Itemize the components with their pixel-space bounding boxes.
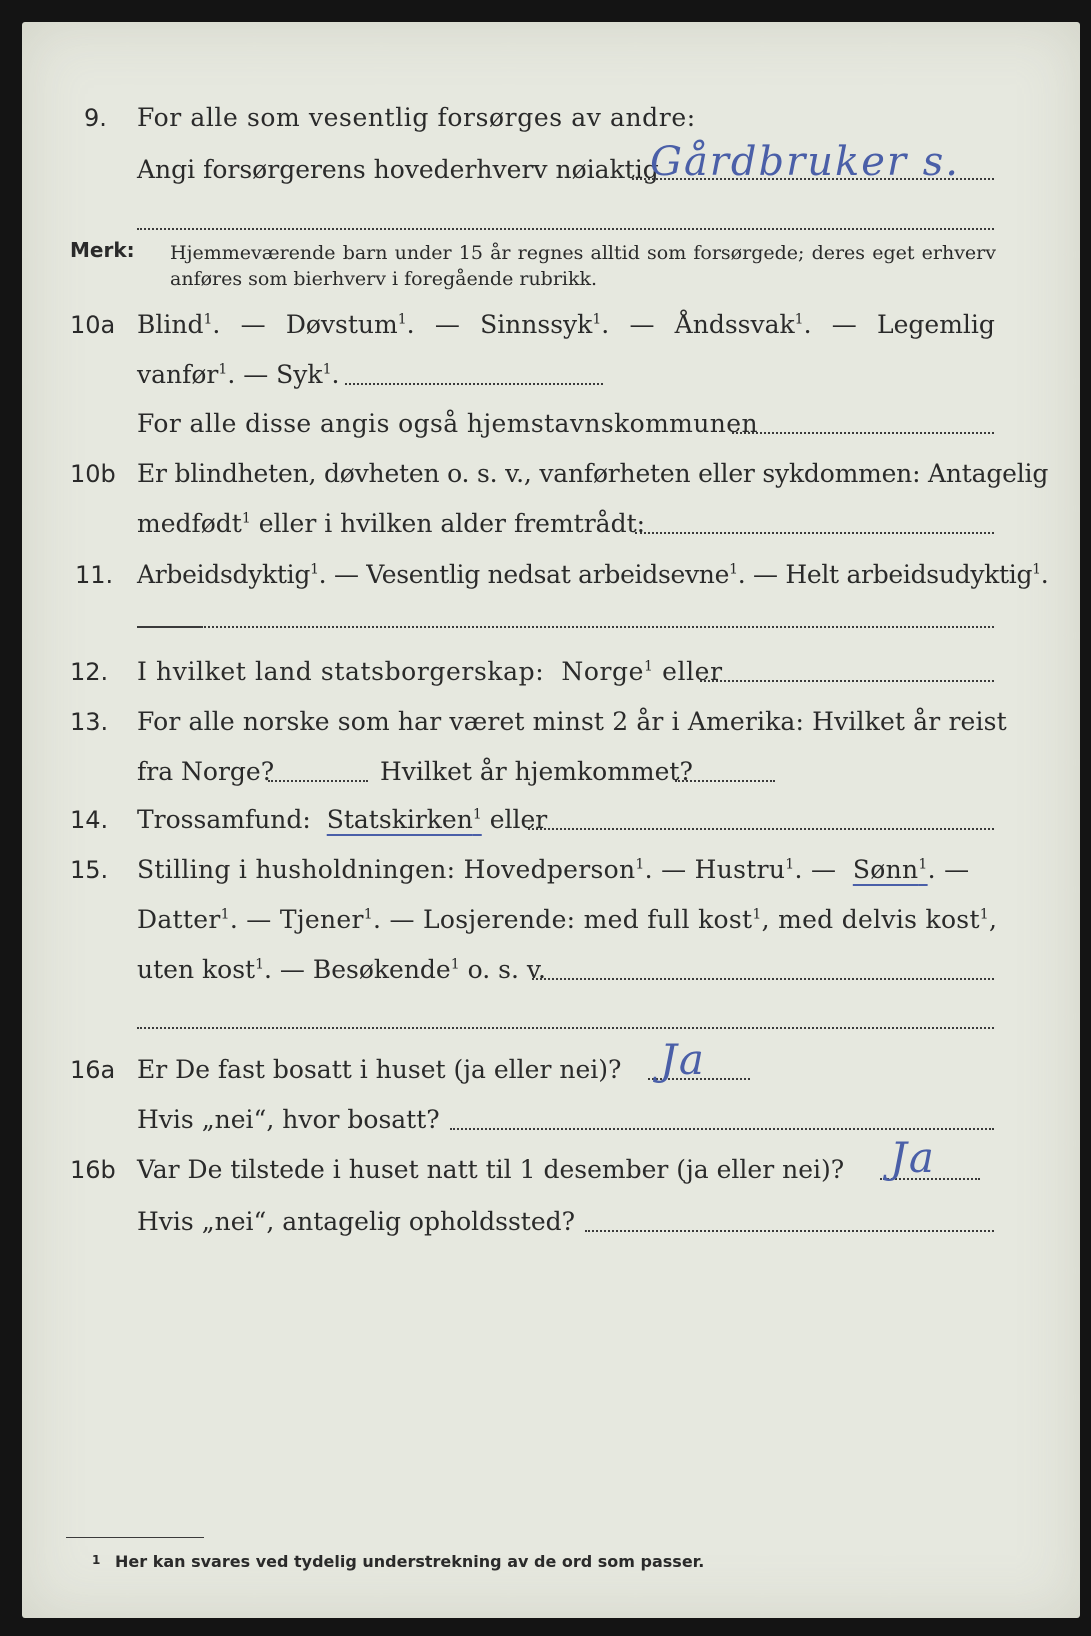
option-nedsat-arbeidsevne[interactable]: . — Vesentlig nedsat arbeidsevne <box>318 560 730 589</box>
dash: . — <box>927 855 970 884</box>
footnote-mark: 1 <box>729 561 738 578</box>
question-9-line2 <box>0 139 1091 190</box>
answer-line[interactable] <box>201 626 994 628</box>
option-syk[interactable]: — Syk <box>243 360 323 389</box>
footnote-mark: 1 <box>785 856 795 873</box>
question-text: Er blindheten, døvheten o. s. v., vanførheten eller sykdommen: Antagelig <box>137 459 1049 488</box>
option-label: Sønn <box>852 855 919 884</box>
question-number: 14. <box>70 806 109 834</box>
answer-line[interactable] <box>675 780 775 782</box>
dash: . — <box>794 855 837 884</box>
note-text: anføres som bierhverv i foregående rubrikk. <box>170 268 598 290</box>
question-number: 13. <box>70 708 109 736</box>
question-13-line2 <box>0 752 1091 792</box>
question-number: 10b <box>70 460 116 488</box>
option-hustru[interactable]: . — Hustru <box>644 855 786 884</box>
footnote-mark: 1 <box>397 311 407 328</box>
footnote-mark: 1 <box>220 906 230 923</box>
option-hovedperson[interactable]: Stilling i husholdningen: Hovedperson <box>137 855 636 884</box>
footnote-rule <box>66 1537 204 1538</box>
option-uten-kost[interactable]: uten kost <box>137 955 256 984</box>
option-norge[interactable]: Norge <box>561 657 645 686</box>
answer-line[interactable] <box>450 1128 994 1130</box>
question-11 <box>0 555 1091 595</box>
answer-line[interactable] <box>137 1027 994 1029</box>
question-9-line1 <box>0 98 1091 138</box>
question-text <box>137 504 645 544</box>
question-number: 12. <box>70 658 109 686</box>
question-text: Angi forsørgerens hovederhverv nøiaktig <box>137 155 659 184</box>
footnote-mark: 1 <box>644 658 654 675</box>
option-besokende[interactable]: . — Besøkende <box>264 955 451 984</box>
question-text <box>137 652 723 692</box>
option-andssvak[interactable]: Åndssvak <box>674 310 795 339</box>
option-delvis-kost[interactable]: , med delvis kost <box>761 905 980 934</box>
option-arbeidsdyktig[interactable]: Arbeidsdyktig <box>137 560 311 589</box>
question-10a-line1 <box>0 305 1091 345</box>
question-12 <box>0 652 1091 692</box>
handwritten-answer: Ja <box>660 1035 706 1084</box>
answer-line[interactable] <box>700 680 994 682</box>
option-medfodt[interactable]: medfødt <box>137 509 242 538</box>
question-16b-line2 <box>0 1202 1091 1242</box>
question-text: eller <box>489 805 548 834</box>
footnote-mark: 1 <box>92 1553 101 1567</box>
question-text: I hvilket land statsborgerskap: <box>137 657 545 686</box>
question-10b-line1 <box>0 454 1091 494</box>
option-vanfor[interactable]: vanfør <box>137 360 219 389</box>
footnote-mark: 1 <box>635 856 645 873</box>
option-sinnssyk[interactable]: Sinnssyk <box>480 310 593 339</box>
question-text: Hvis „nei“, antagelig opholdssted? <box>137 1207 576 1236</box>
question-13-line1 <box>0 702 1091 742</box>
question-text: For alle disse angis også hjemstavnskommunen <box>137 409 758 438</box>
footnote-mark: 1 <box>310 561 319 578</box>
option-statskirken[interactable] <box>327 805 482 834</box>
dash: — <box>629 310 655 339</box>
question-text: For alle som vesentlig forsørges av andre: <box>137 103 696 132</box>
answer-line[interactable] <box>137 228 994 230</box>
question-number: 15. <box>70 856 109 884</box>
question-number: 9. <box>84 104 107 132</box>
question-text: Var De tilstede i huset natt til 1 desember (ja eller nei)? <box>137 1155 845 1184</box>
answer-line[interactable] <box>532 978 994 980</box>
answer-line[interactable] <box>585 1230 994 1232</box>
question-text: o. s. v. <box>467 955 546 984</box>
answer-line[interactable] <box>137 626 201 628</box>
question-text <box>137 850 969 890</box>
footnote-mark: 1 <box>918 856 928 873</box>
footnote-mark: 1 <box>979 906 990 923</box>
question-10b-line2 <box>0 504 1091 544</box>
footnote-mark: 1 <box>752 906 762 923</box>
answer-line[interactable] <box>528 828 994 830</box>
footnote-mark: 1 <box>241 510 251 527</box>
question-14 <box>0 800 1091 840</box>
question-text: Hvis „nei“, hvor bosatt? <box>137 1105 440 1134</box>
question-text <box>137 950 546 990</box>
question-16a-line1 <box>0 1035 1091 1090</box>
option-label: Statskirken <box>326 805 473 834</box>
question-10a-line2 <box>0 355 1091 395</box>
option-legemlig[interactable]: Legemlig <box>877 310 995 339</box>
footnote-text: Her kan svares ved tydelig understrekning av de ord som passer. <box>115 1552 705 1571</box>
question-text: Trossamfund: <box>137 805 311 834</box>
dash: — <box>240 310 266 339</box>
dash: — <box>434 310 460 339</box>
question-text: Hvilket år hjemkommet? <box>380 757 693 786</box>
footnote-mark: 1 <box>255 956 264 973</box>
footnote-mark: 1 <box>794 311 804 328</box>
footnote-mark: 1 <box>1032 561 1041 578</box>
dash: — <box>831 310 857 339</box>
option-dovstum[interactable]: Døvstum <box>285 310 398 339</box>
footnote-mark: 1 <box>592 311 602 328</box>
answer-line[interactable] <box>732 432 994 434</box>
footnote-mark: 1 <box>472 806 482 823</box>
question-text: eller <box>662 657 723 686</box>
footnote-mark: 1 <box>218 361 228 378</box>
question-15-line1 <box>0 850 1091 890</box>
option-full-kost[interactable]: . — Losjerende: med full kost <box>372 905 753 934</box>
question-number: 10a <box>70 311 116 339</box>
option-blind[interactable]: Blind <box>137 310 204 339</box>
answer-line[interactable] <box>345 383 603 385</box>
footnote-mark: 1 <box>363 906 373 923</box>
option-sonn[interactable] <box>853 855 928 884</box>
question-text: Er De fast bosatt i huset (ja eller nei)? <box>137 1055 622 1084</box>
question-text: fra Norge? <box>137 757 275 786</box>
question-text <box>137 800 547 840</box>
option-datter[interactable]: Datter <box>137 905 221 934</box>
note-text: Hjemmeværende barn under 15 år regnes alltid som forsørgede; deres eget erhverv <box>170 242 996 264</box>
handwritten-answer: Gårdbruker s. <box>650 139 961 185</box>
question-number: 16a <box>70 1056 116 1084</box>
question-number: 16b <box>70 1156 116 1184</box>
footnote-mark: 1 <box>450 956 460 973</box>
question-16b-line1 <box>0 1133 1091 1190</box>
question-text: Datter$^1$. — Tjener$^1$. — Losjerende: med full kost$^1$, med delvis kost$^1$, <box>137 905 998 934</box>
question-number: 11. <box>75 561 114 589</box>
question-text: Blind$^1$. — Døvstum$^1$. — Sinnssyk$^1$. — Åndssvak$^1$. — Legemlig <box>137 305 995 345</box>
question-text: For alle norske som har været minst 2 år i Amerika: Hvilket år reist <box>137 707 1007 736</box>
option-arbeidsudyktig[interactable]: . — Helt arbeidsudyktig <box>737 560 1033 589</box>
note-label: Merk: <box>70 238 135 262</box>
footnote-mark: 1 <box>203 311 213 328</box>
question-10a-line3 <box>0 404 1091 444</box>
option-tjener[interactable]: . — Tjener <box>229 905 364 934</box>
footnote-mark: 1 <box>322 361 332 378</box>
answer-line[interactable] <box>268 780 368 782</box>
handwritten-answer: Ja <box>890 1133 936 1182</box>
question-15-line2 <box>0 900 1091 940</box>
question-text: eller i hvilken alder fremtrådt: <box>258 509 646 538</box>
question-15-line3 <box>0 950 1091 990</box>
answer-line[interactable] <box>635 532 994 534</box>
question-text: vanfør$^1$. — Syk$^1$. <box>137 360 340 389</box>
question-text: Arbeidsdyktig$^1$. — Vesentlig nedsat arbeidsevne$^1$. — Helt arbeidsudyktig$^1$. <box>137 560 1049 589</box>
